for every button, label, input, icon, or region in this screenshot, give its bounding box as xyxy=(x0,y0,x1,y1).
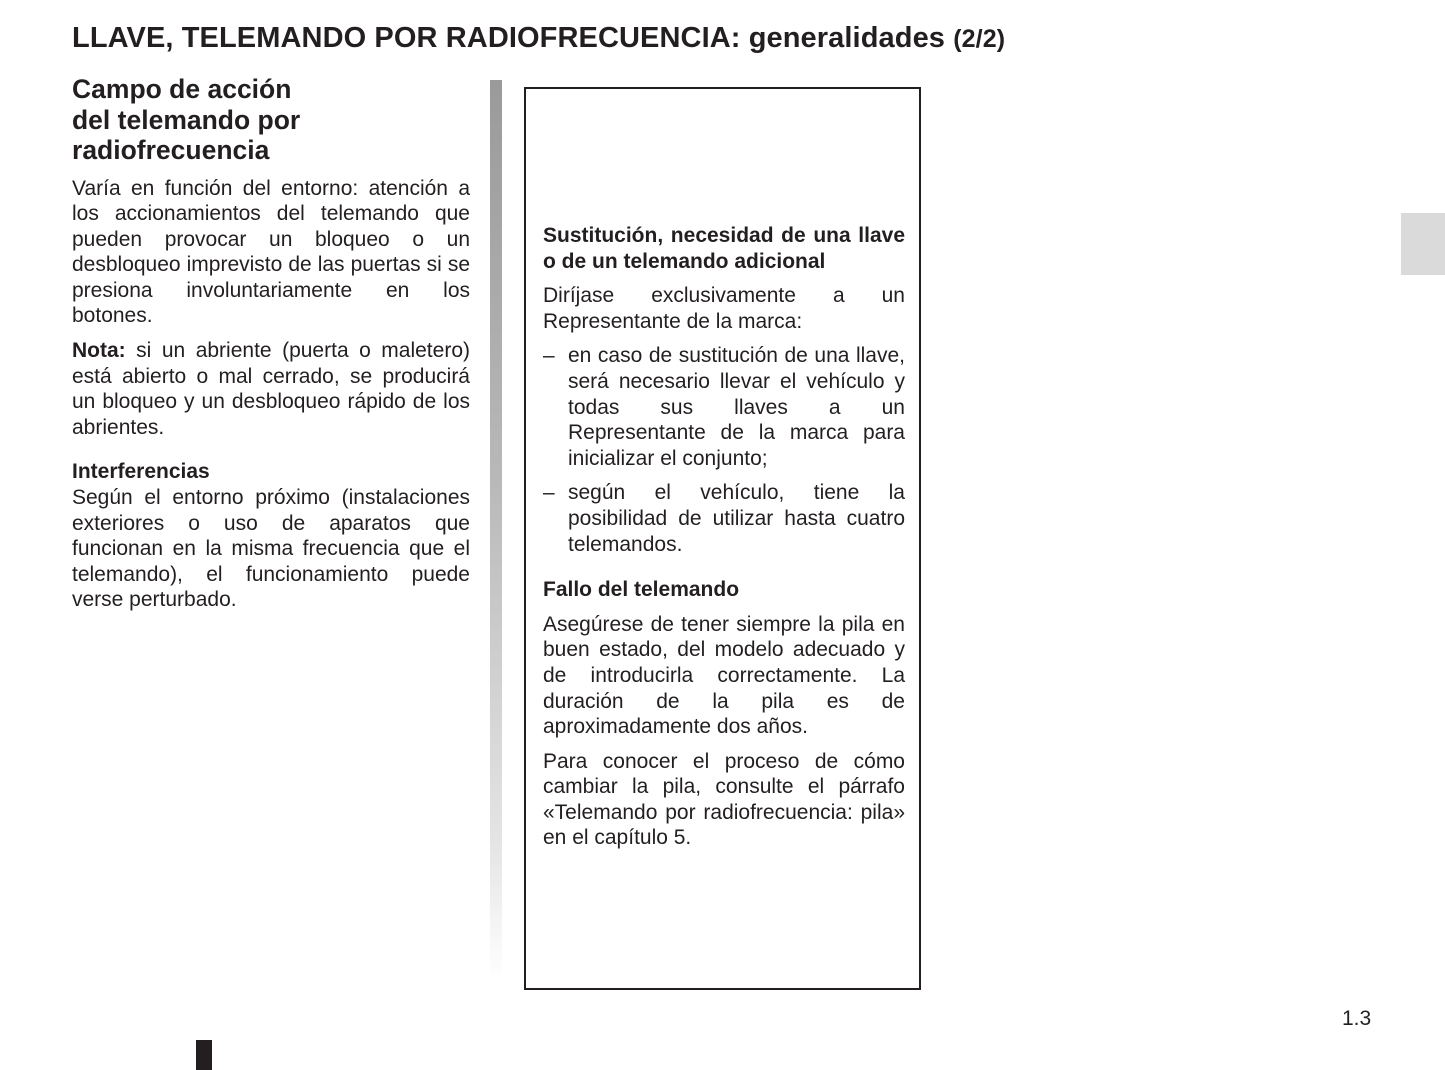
column-divider-bar xyxy=(490,80,502,980)
heading-line: radiofrecuencia xyxy=(72,135,270,165)
list-item xyxy=(543,480,905,557)
list-item-text: en caso de sustitución de una llave, será necesario llevar el vehículo y todas sus llaves a un Representante de la marca para inicializar el conjunto; xyxy=(568,344,905,470)
dash-bullet: – xyxy=(543,481,555,505)
note-label: Nota: xyxy=(72,339,126,363)
info-box xyxy=(524,87,921,990)
chapter-tab xyxy=(1401,213,1445,275)
section-heading-range xyxy=(72,74,470,166)
list-item xyxy=(543,343,905,471)
heading-line: Campo de acción xyxy=(72,74,292,104)
replacement-heading: Sustitución, necesidad de una llave o de un telemando adicional xyxy=(543,224,905,273)
range-paragraph: Varía en función del entorno: atención a los accionamientos del telemando que pueden provocar un bloqueo o un desbloqueo imprevisto de las puertas si se presiona involuntariamente en los botones. xyxy=(72,176,470,328)
failure-paragraph-1: Asegúrese de tener siempre la pila en buen estado, del modelo adecuado y de introducirla correctamente. La duración de la pila es de aproximadamente dos años. xyxy=(543,612,905,739)
page-title-text: LLAVE, TELEMANDO POR RADIOFRECUENCIA: generalidades xyxy=(72,22,946,54)
crop-mark xyxy=(196,1040,212,1070)
info-box-content xyxy=(543,223,905,860)
page-title-suffix: (2/2) xyxy=(953,25,1006,53)
page-title xyxy=(72,22,1172,55)
heading-line: del telemando por xyxy=(72,104,301,135)
replacement-intro: Diríjase exclusivamente a un Representante de la marca: xyxy=(543,284,905,333)
note-text: si un abriente (puerta o maletero) está abierto o mal cerrado, se producirá un bloqueo y un desbloqueo rápido de los abrientes. xyxy=(72,339,470,439)
replacement-list xyxy=(543,343,905,557)
failure-heading: Fallo del telemando xyxy=(543,578,740,602)
note-paragraph xyxy=(72,338,470,440)
left-column xyxy=(72,74,470,622)
failure-paragraph-2: Para conocer el proceso de cómo cambiar la pila, consulte el párrafo «Telemando por radiofrecuencia: pila» en el capítulo 5. xyxy=(543,749,905,850)
dash-bullet: – xyxy=(543,344,555,368)
interference-heading: Interferencias xyxy=(72,460,210,484)
page-number: 1.3 xyxy=(1342,1007,1372,1030)
list-item-text: según el vehículo, tiene la posibilidad de utilizar hasta cuatro telemandos. xyxy=(568,481,905,556)
interference-paragraph: Según el entorno próximo (instalaciones exteriores o uso de aparatos que funcionan en la misma frecuencia que el telemando), el funcionamiento puede verse perturbado. xyxy=(72,486,470,612)
